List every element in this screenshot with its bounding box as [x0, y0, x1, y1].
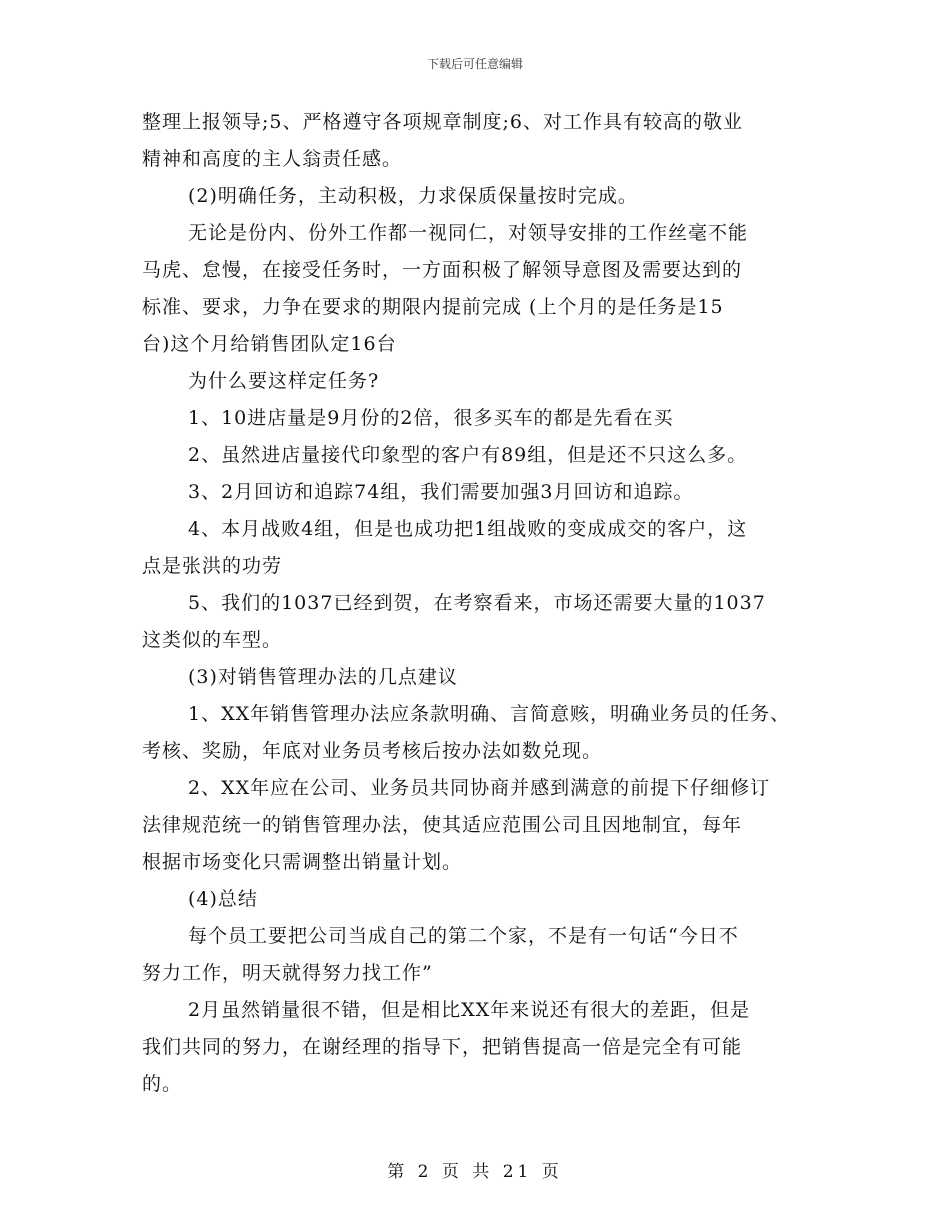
document-body — [142, 104, 822, 1103]
text-line: 整理上报领导;5、严格遵守各项规章制度;6、对工作具有较高的敬业 — [142, 111, 743, 133]
text-line: 努力工作，明天就得努力找工作” — [142, 962, 433, 984]
text-line: 标准、要求，力争在要求的期限内提前完成 (上个月的是任务是15 — [142, 296, 724, 318]
text-line: 3、2月回访和追踪74组，我们需要加强3月回访和追踪。 — [188, 481, 694, 503]
page-header: 下载后可任意编辑 — [426, 57, 523, 71]
text-line: 无论是份内、份外工作都一视同仁，对领导安排的工作丝毫不能 — [188, 222, 749, 244]
text-line: 4、本月战败4组，但是也成功把1组战败的变成成交的客户，这 — [188, 518, 748, 540]
text-line: 这类似的车型。 — [142, 629, 283, 651]
text-line: 台)这个月给销售团队定16台 — [142, 333, 397, 355]
text-line: 马虎、怠慢，在接受任务时，一方面积极了解领导意图及需要达到的 — [142, 259, 743, 281]
page-footer: 第 2 页 共 21 页 — [387, 1162, 563, 1182]
text-line: 2、虽然进店量接代印象型的客户有89组，但是还不只这么多。 — [188, 444, 748, 466]
text-line: 法律规范统一的销售管理办法，使其适应范围公司且因地制宜，每年 — [142, 814, 743, 836]
text-line: 为什么要这样定任务? — [188, 370, 380, 392]
text-line: 2、XX年应在公司、业务员共同协商并感到满意的前提下仔细修订 — [188, 777, 771, 799]
text-line: 精神和高度的主人翁责任感。 — [142, 148, 403, 170]
text-line: 2月虽然销量很不错，但是相比XX年来说还有很大的差距，但是 — [188, 999, 751, 1021]
text-line: 根据市场变化只需调整出销量计划。 — [142, 851, 463, 873]
text-line: 我们共同的努力，在谢经理的指导下，把销售提高一倍是完全有可能 — [142, 1036, 743, 1058]
text-line: 的。 — [142, 1073, 183, 1095]
text-line: (4)总结 — [188, 888, 258, 910]
text-line: (3)对销售管理办法的几点建议 — [188, 666, 458, 688]
text-line: 5、我们的1037已经到贺，在考察看来，市场还需要大量的1037 — [188, 592, 766, 614]
text-line: 每个员工要把公司当成自己的第二个家，不是有一句话“今日不 — [188, 925, 739, 947]
text-line: 考核、奖励，年底对业务员考核后按办法如数兑现。 — [142, 740, 603, 762]
text-line: (2)明确任务，主动积极，力求保质保量按时完成。 — [188, 185, 638, 207]
text-line: 1、XX年销售管理办法应条款明确、言简意赅，明确业务员的任务、 — [188, 703, 791, 725]
text-line: 1、10进店量是9月份的2倍，很多买车的都是先看在买 — [188, 407, 674, 429]
text-line: 点是张洪的功劳 — [142, 555, 283, 577]
